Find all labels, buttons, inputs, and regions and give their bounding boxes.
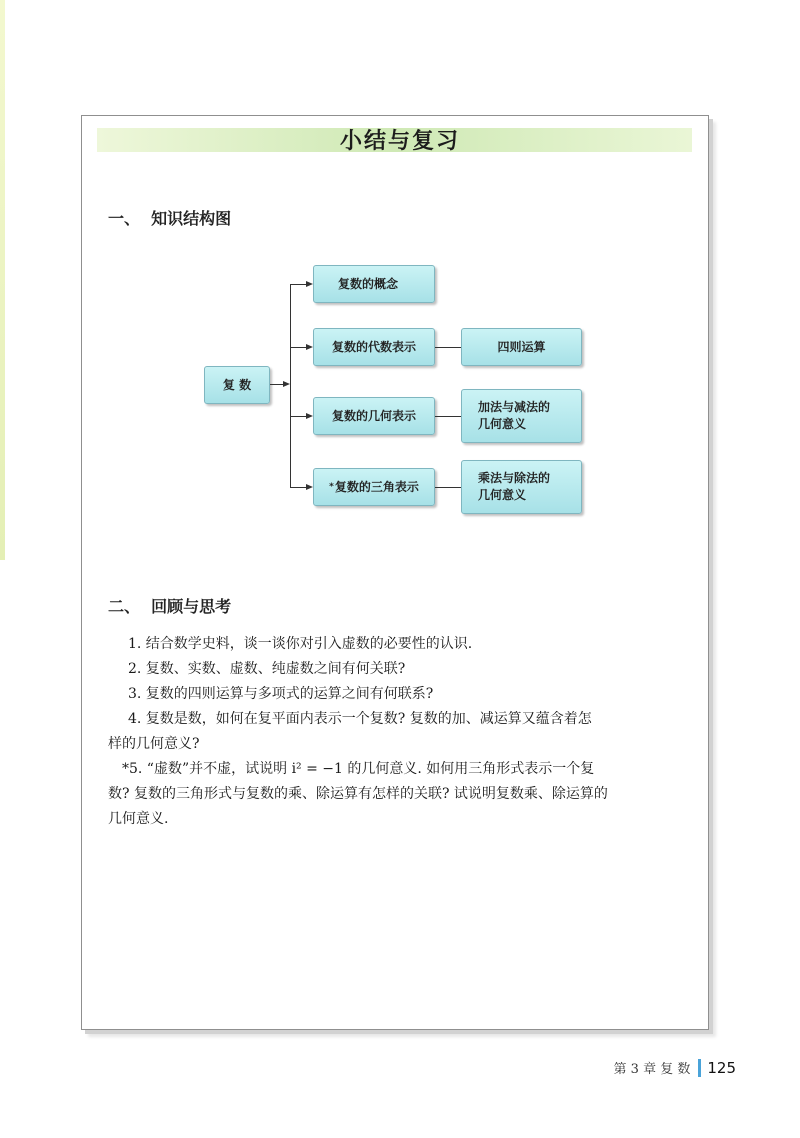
connector-geometric-addsub [435,416,461,417]
connector-trig-muldiv [435,487,461,488]
question-5-line3: 几何意义. [108,811,169,827]
connector-trunk [290,284,291,488]
mul-div-line2: 几何意义 [478,488,527,502]
question-3: 3. 复数的四则运算与多项式的运算之间有何联系? [128,686,434,702]
arrow-root [283,381,290,387]
node-complex-number: 复 数 [204,366,270,404]
page-number: 125 [707,1058,736,1077]
question-4-line2: 样的几何意义? [108,736,200,752]
node-geometric-form: 复数的几何表示 [313,397,435,435]
connector-branch-trig [290,487,306,488]
mul-div-line1: 乘法与除法的 [478,471,551,485]
node-add-sub-geometric-meaning [461,389,582,443]
page-title: 小结与复习 [339,129,460,154]
connector-algebraic-ops [435,347,461,348]
connector-branch-concept [290,284,306,285]
node-algebraic-form: 复数的代数表示 [313,328,435,366]
connector-branch-geometric [290,416,306,417]
node-four-operations: 四则运算 [461,328,582,366]
node-mul-div-geometric-meaning [461,460,582,514]
section-heading-review: 二、 回顾与思考 [108,597,232,616]
arrow-geometric [306,413,313,419]
arrow-algebraic [306,344,313,350]
left-margin-strip [0,0,5,560]
optional-star-mark: * [329,481,334,492]
node-trig-form-label: 复数的三角表示 [334,479,419,494]
add-sub-line2: 几何意义 [478,417,527,431]
arrow-concept [306,281,313,287]
arrow-trig [306,484,313,490]
connector-branch-algebraic [290,347,306,348]
node-complex-concept: 复数的概念 [313,265,435,303]
add-sub-line1: 加法与减法的 [478,400,551,414]
connector-root-out [270,384,283,385]
question-5-line2: 数? 复数的三角形式与复数的乘、除运算有怎样的关联? 试说明复数乘、除运算的 [108,786,608,802]
page-frame [81,115,709,1030]
footer-divider [698,1059,701,1077]
chapter-label: 第 3 章 复 数 [613,1062,691,1077]
page-footer [614,1058,736,1077]
question-4-line1: 4. 复数是数，如何在复平面内表示一个复数? 复数的加、减运算又蕴含着怎 [128,711,592,727]
question-5-line1: *5. “虚数”并不虚，试说明 i² = −1 的几何意义. 如何用三角形式表示一个复 [122,761,595,777]
question-1: 1. 结合数学史料，谈一谈你对引入虚数的必要性的认识. [128,636,473,652]
node-trig-form [313,468,435,506]
section-heading-knowledge-structure: 一、 知识结构图 [108,209,232,228]
review-questions [108,632,688,832]
question-2: 2. 复数、实数、虚数、纯虚数之间有何关联? [128,661,406,677]
